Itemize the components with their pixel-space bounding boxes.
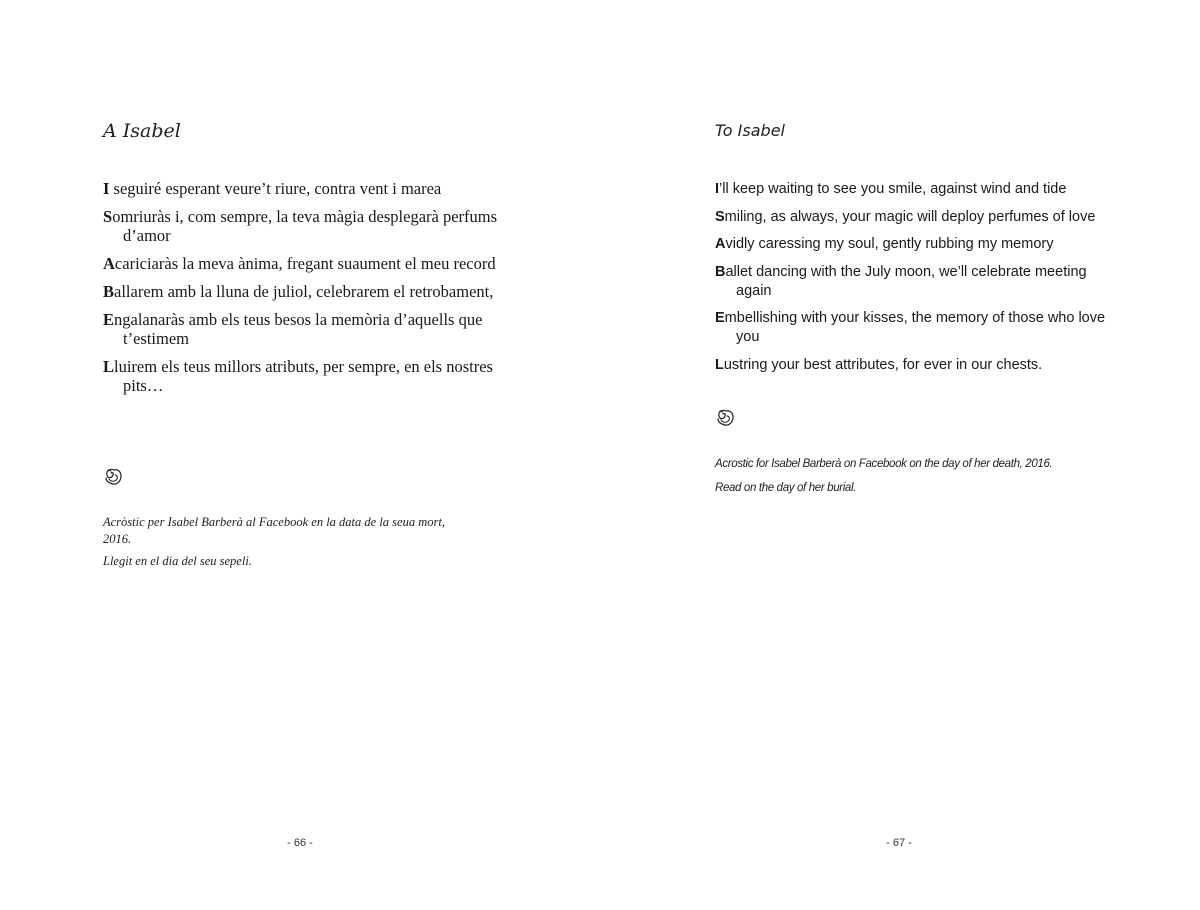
poem-line bbox=[103, 357, 503, 395]
poem-line bbox=[103, 310, 503, 348]
poem-line bbox=[715, 263, 1115, 301]
acrostic-initial: S bbox=[715, 208, 725, 225]
line-text: cariciaràs la meva ànima, fregant suaument el meu record bbox=[114, 254, 496, 273]
acrostic-initial: B bbox=[715, 263, 726, 280]
note-line: Acròstic per Isabel Barberà al Facebook en la data de la seua mort, 2016. bbox=[103, 515, 445, 546]
acrostic-initial: A bbox=[715, 236, 726, 252]
poem-stanza bbox=[103, 179, 503, 404]
page-number: - 67 - bbox=[886, 837, 912, 849]
rose-ornament-icon bbox=[715, 407, 737, 429]
line-text: miling, as always, your magic will deploy perfumes of love bbox=[724, 208, 1096, 225]
poem-title: To Isabel bbox=[715, 121, 785, 140]
line-text: seguiré esperant veure’t riure, contra vent i marea bbox=[109, 179, 442, 198]
poem-line bbox=[715, 356, 1115, 375]
line-text: mbellishing with your kisses, the memory of those who love you bbox=[724, 310, 1106, 345]
acrostic-initial: I bbox=[103, 179, 110, 198]
line-text: allarem amb la lluna de juliol, celebrarem el retrobament, bbox=[114, 282, 494, 301]
note-line: Read on the day of her burial. bbox=[715, 482, 857, 494]
page-number: - 66 - bbox=[287, 837, 313, 849]
line-text: ngalanaràs amb els teus besos la memòria d’aquells que t’estimem bbox=[114, 310, 483, 348]
acrostic-initial: L bbox=[103, 357, 115, 376]
poem-line bbox=[103, 254, 503, 273]
poem-note bbox=[715, 456, 1115, 504]
note-line: Acrostic for Isabel Barberà on Facebook on the day of her death, 2016. bbox=[715, 458, 1053, 470]
line-text: allet dancing with the July moon, we’ll celebrate meeting again bbox=[725, 263, 1087, 299]
line-text: luirem els teus millors atributs, per sempre, en els nostres pits… bbox=[114, 357, 493, 395]
line-text: vidly caressing my soul, gently rubbing my memory bbox=[725, 236, 1054, 252]
line-text: ustring your best attributes, for ever in our chests. bbox=[723, 356, 1043, 373]
poem-line bbox=[715, 180, 1115, 199]
right-page bbox=[600, 0, 1200, 910]
poem-stanza bbox=[715, 180, 1115, 383]
acrostic-initial: B bbox=[103, 282, 115, 301]
poem-line bbox=[103, 179, 503, 198]
acrostic-initial: E bbox=[103, 310, 115, 329]
poem-line bbox=[715, 309, 1115, 347]
acrostic-initial: E bbox=[715, 310, 725, 326]
poem-note bbox=[103, 514, 463, 575]
poem-line bbox=[715, 208, 1115, 227]
poem-line bbox=[715, 235, 1115, 254]
poem-title: A Isabel bbox=[103, 120, 181, 142]
poem-line bbox=[103, 207, 503, 245]
line-text: ’ll keep waiting to see you smile, against wind and tide bbox=[719, 181, 1067, 197]
acrostic-initial: A bbox=[103, 254, 115, 273]
acrostic-initial: S bbox=[103, 207, 113, 226]
note-line: Llegit en el dia del seu sepeli. bbox=[103, 554, 252, 568]
poem-line bbox=[103, 282, 503, 301]
acrostic-initial: L bbox=[715, 356, 724, 373]
acrostic-initial: I bbox=[715, 181, 720, 197]
rose-ornament-icon bbox=[103, 466, 125, 488]
line-text: omriuràs i, com sempre, la teva màgia desplegarà perfums d’amor bbox=[112, 207, 498, 245]
